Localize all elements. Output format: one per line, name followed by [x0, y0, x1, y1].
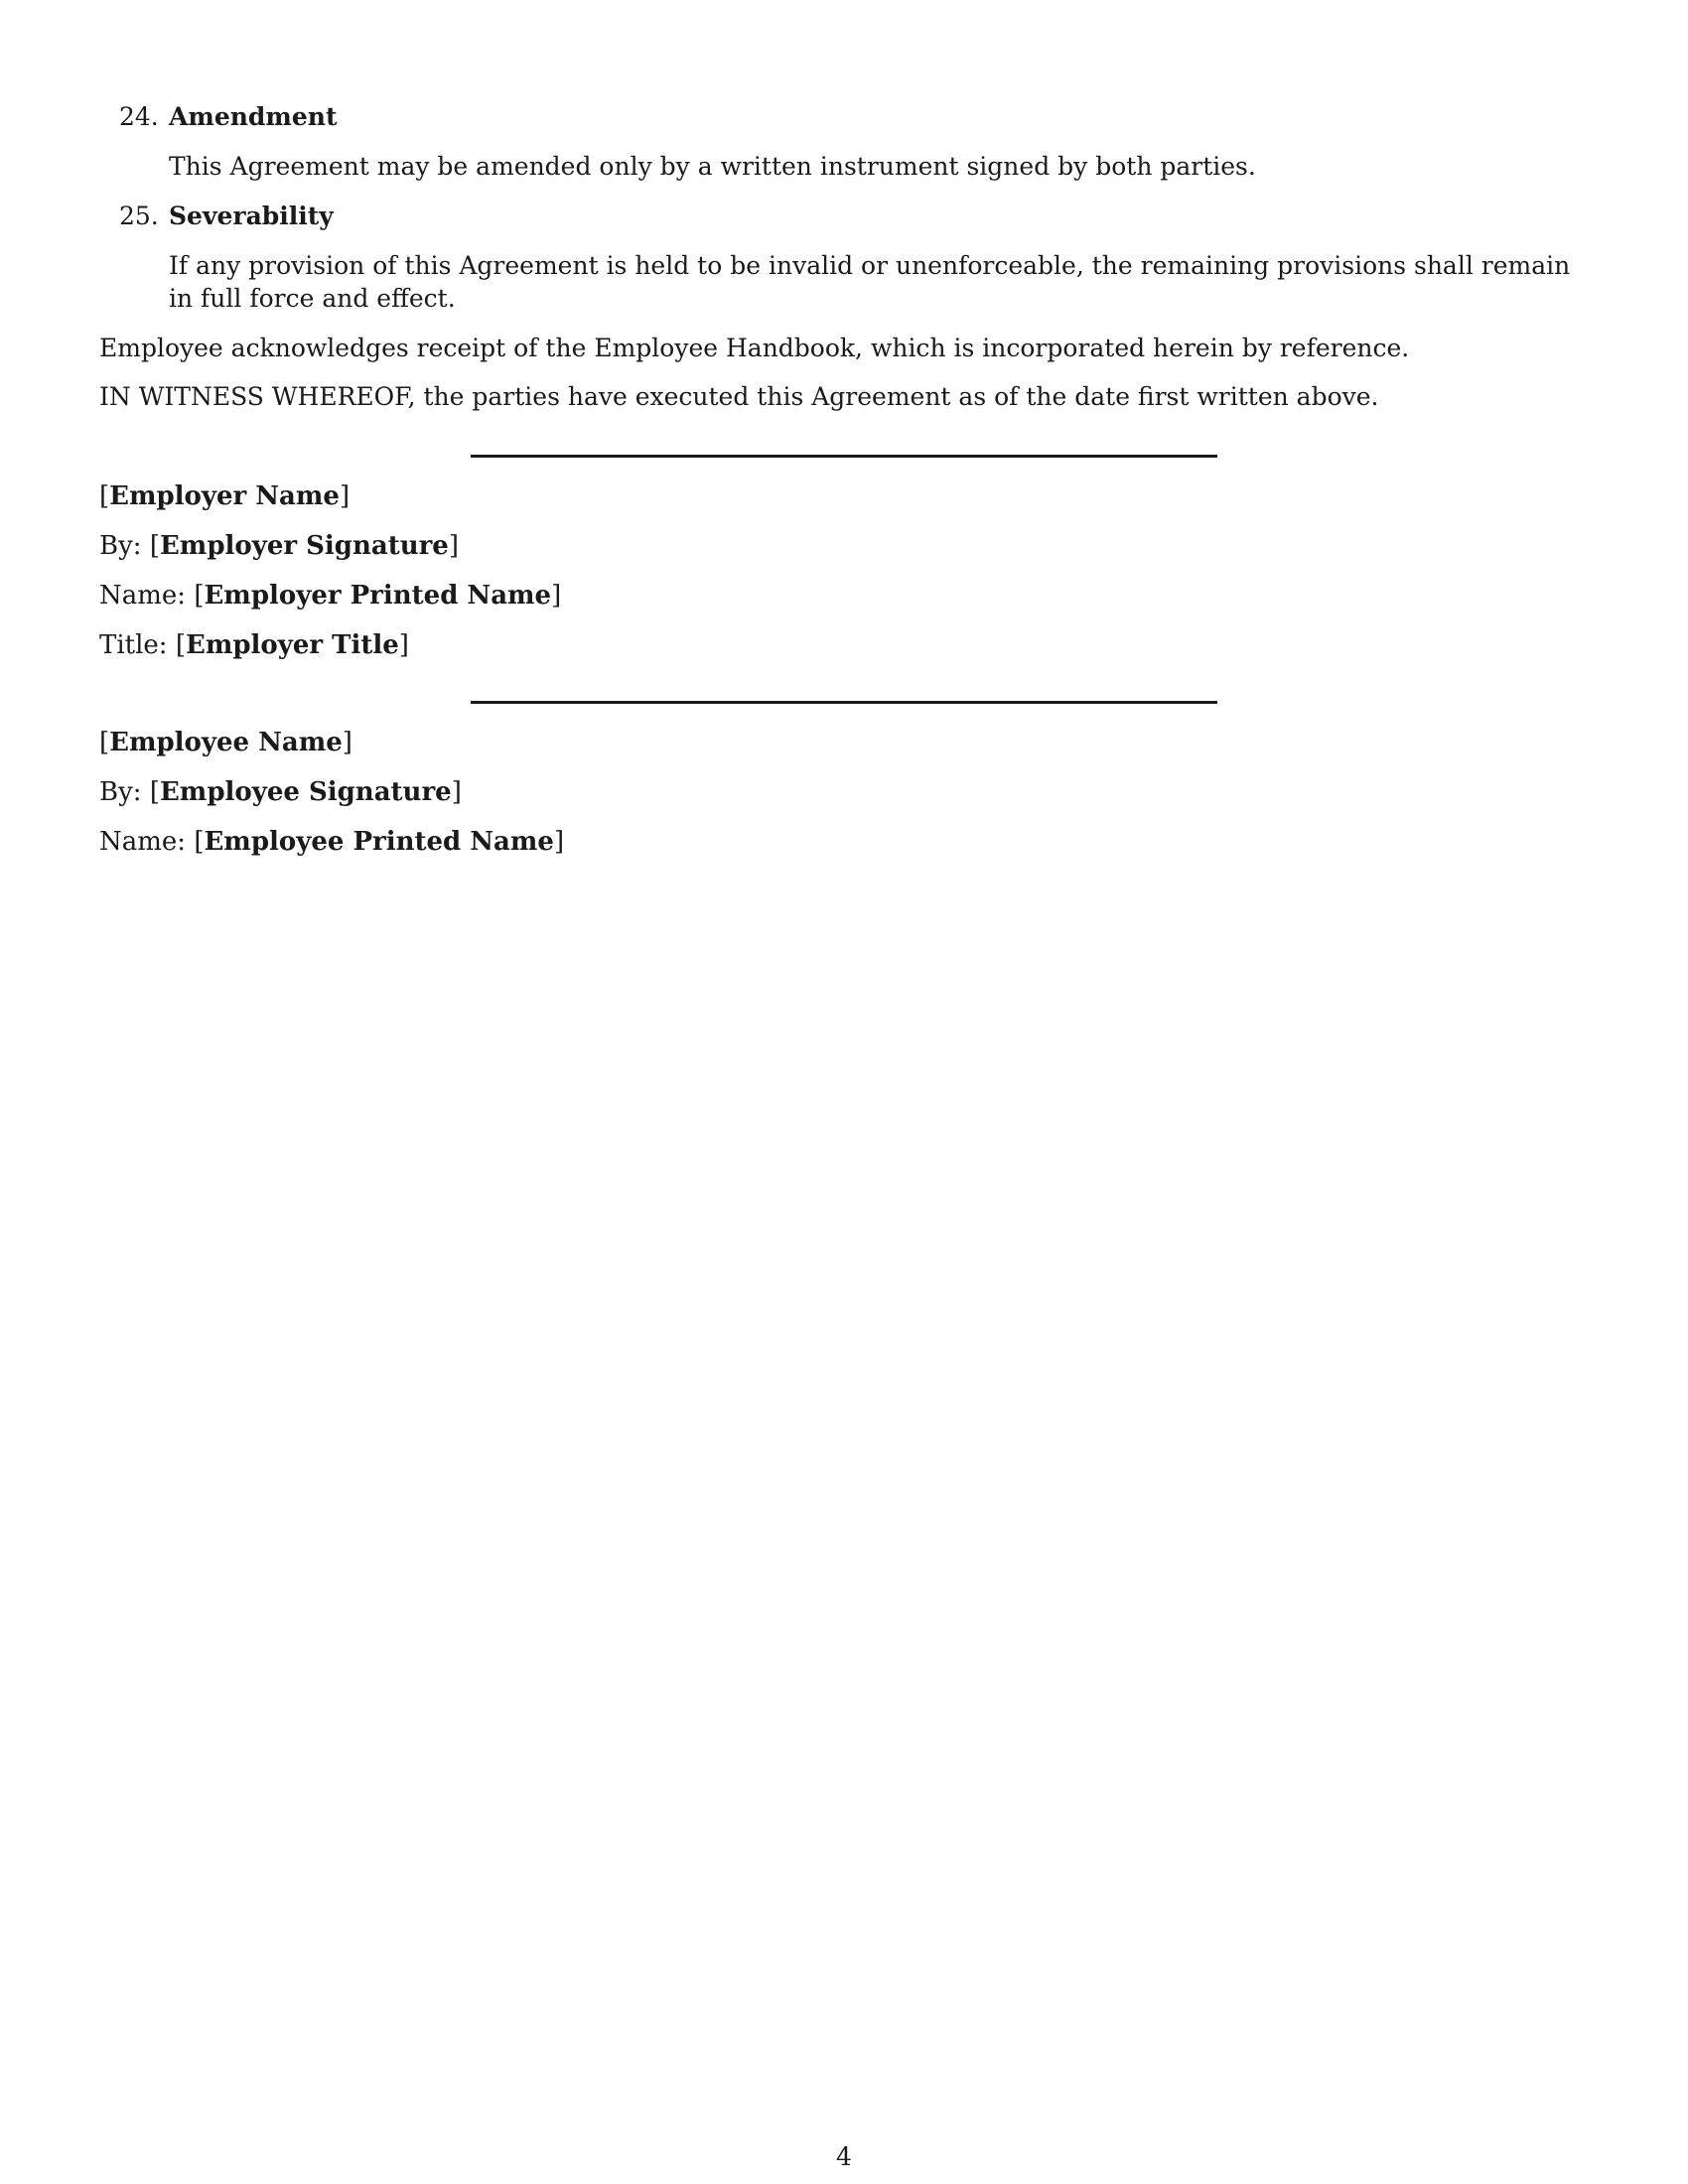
employee-name: Employee Name — [109, 728, 343, 757]
employer-printed-name-line: Name: [Employer Printed Name] — [99, 581, 562, 611]
section-body: If any provision of this Agreement is held to be invalid or unenforceable, the remaining provisions shall remain in full force and effect. — [169, 251, 1571, 313]
employer-title-line: Title: [Employer Title] — [99, 630, 409, 660]
employer-signature: Employer Signature — [159, 531, 449, 561]
by-label: By: — [99, 531, 142, 561]
employee-printed-name-line: Name: [Employee Printed Name] — [99, 827, 565, 857]
section-number: 24. — [119, 102, 159, 131]
section-title: Severability — [169, 202, 334, 230]
title-label: Title: — [99, 630, 168, 660]
employer-title: Employer Title — [186, 630, 399, 660]
employee-signature-rule — [471, 701, 1217, 704]
employer-by-line: By: [Employer Signature] — [99, 531, 460, 561]
name-label: Name: — [99, 581, 187, 611]
witness-paragraph: IN WITNESS WHEREOF, the parties have executed this Agreement as of the date first written above. — [99, 382, 1379, 411]
section-title: Amendment — [169, 102, 338, 131]
employee-signature: Employee Signature — [159, 777, 452, 807]
section-number: 25. — [119, 202, 159, 230]
employer-printed-name: Employer Printed Name — [204, 581, 552, 611]
employee-printed-name: Employee Printed Name — [204, 827, 554, 857]
employer-name: Employer Name — [109, 481, 340, 511]
employee-by-line: By: [Employee Signature] — [99, 777, 462, 807]
by-label: By: — [99, 777, 142, 807]
name-label: Name: — [99, 827, 187, 857]
handbook-paragraph: Employee acknowledges receipt of the Employee Handbook, which is incorporated herein by reference. — [99, 334, 1410, 362]
employer-name-line: [Employer Name] — [99, 481, 351, 511]
page-number: 4 — [836, 2142, 852, 2171]
employer-signature-rule — [471, 455, 1217, 458]
section-body: This Agreement may be amended only by a written instrument signed by both parties. — [169, 152, 1256, 181]
employee-name-line: [Employee Name] — [99, 728, 352, 757]
